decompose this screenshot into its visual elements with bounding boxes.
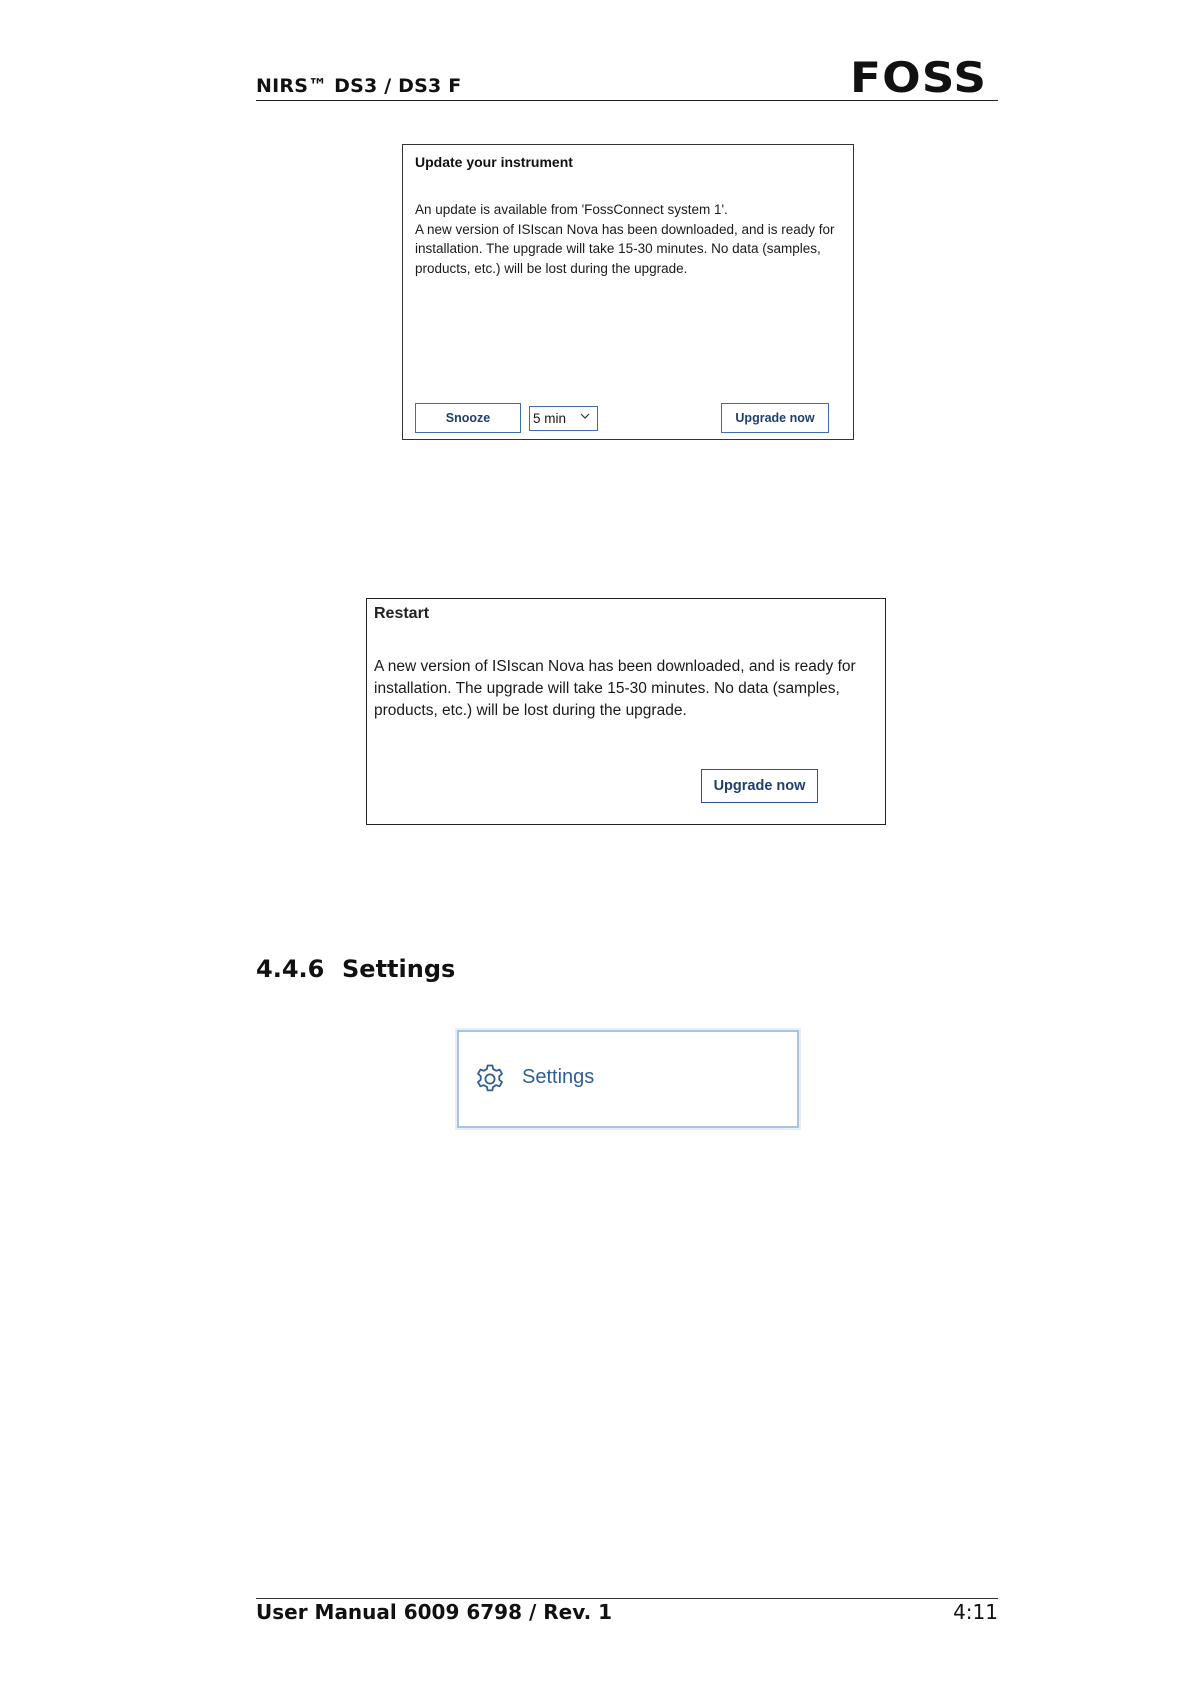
section-number: 4.4.6 [256, 955, 325, 983]
settings-tile[interactable] [457, 1030, 799, 1128]
chevron-down-icon [579, 410, 591, 422]
dialog-title: Update your instrument [415, 154, 573, 170]
header-divider [256, 100, 998, 101]
footer-divider [256, 1598, 998, 1599]
gear-icon [474, 1063, 506, 1095]
document-title: NIRS™ DS3 / DS3 F [256, 75, 462, 97]
foss-logo: FOSS [850, 53, 988, 102]
settings-label: Settings [522, 1066, 595, 1088]
upgrade-now-button[interactable]: Upgrade now [701, 769, 818, 803]
dialog-message [374, 656, 874, 722]
dialog-message [415, 200, 835, 278]
update-source-text: An update is available from 'FossConnect system 1'. [415, 202, 728, 217]
page-number: 4:11 [953, 1600, 998, 1624]
snooze-duration-select[interactable] [529, 406, 598, 431]
upgrade-now-button[interactable]: Upgrade now [721, 403, 829, 433]
restart-dialog [366, 598, 886, 825]
section-heading [256, 955, 455, 983]
section-title: Settings [342, 955, 456, 983]
manual-reference: User Manual 6009 6798 / Rev. 1 [256, 1600, 613, 1624]
snooze-duration-value: 5 min [533, 411, 567, 426]
restart-details-text: A new version of ISIscan Nova has been downloaded, and is ready for installation. The upgrade will take 15-30 minutes. No data (samples, products, etc.) will be lost during the upgrade. [374, 658, 856, 719]
update-details-text: A new version of ISIscan Nova has been downloaded, and is ready for installation. The upgrade will take 15-30 minutes. No data (samples, products, etc.) will be lost during the upgrade. [415, 221, 835, 276]
update-instrument-dialog [402, 144, 854, 440]
snooze-button[interactable]: Snooze [415, 403, 521, 433]
dialog-title: Restart [374, 605, 430, 622]
